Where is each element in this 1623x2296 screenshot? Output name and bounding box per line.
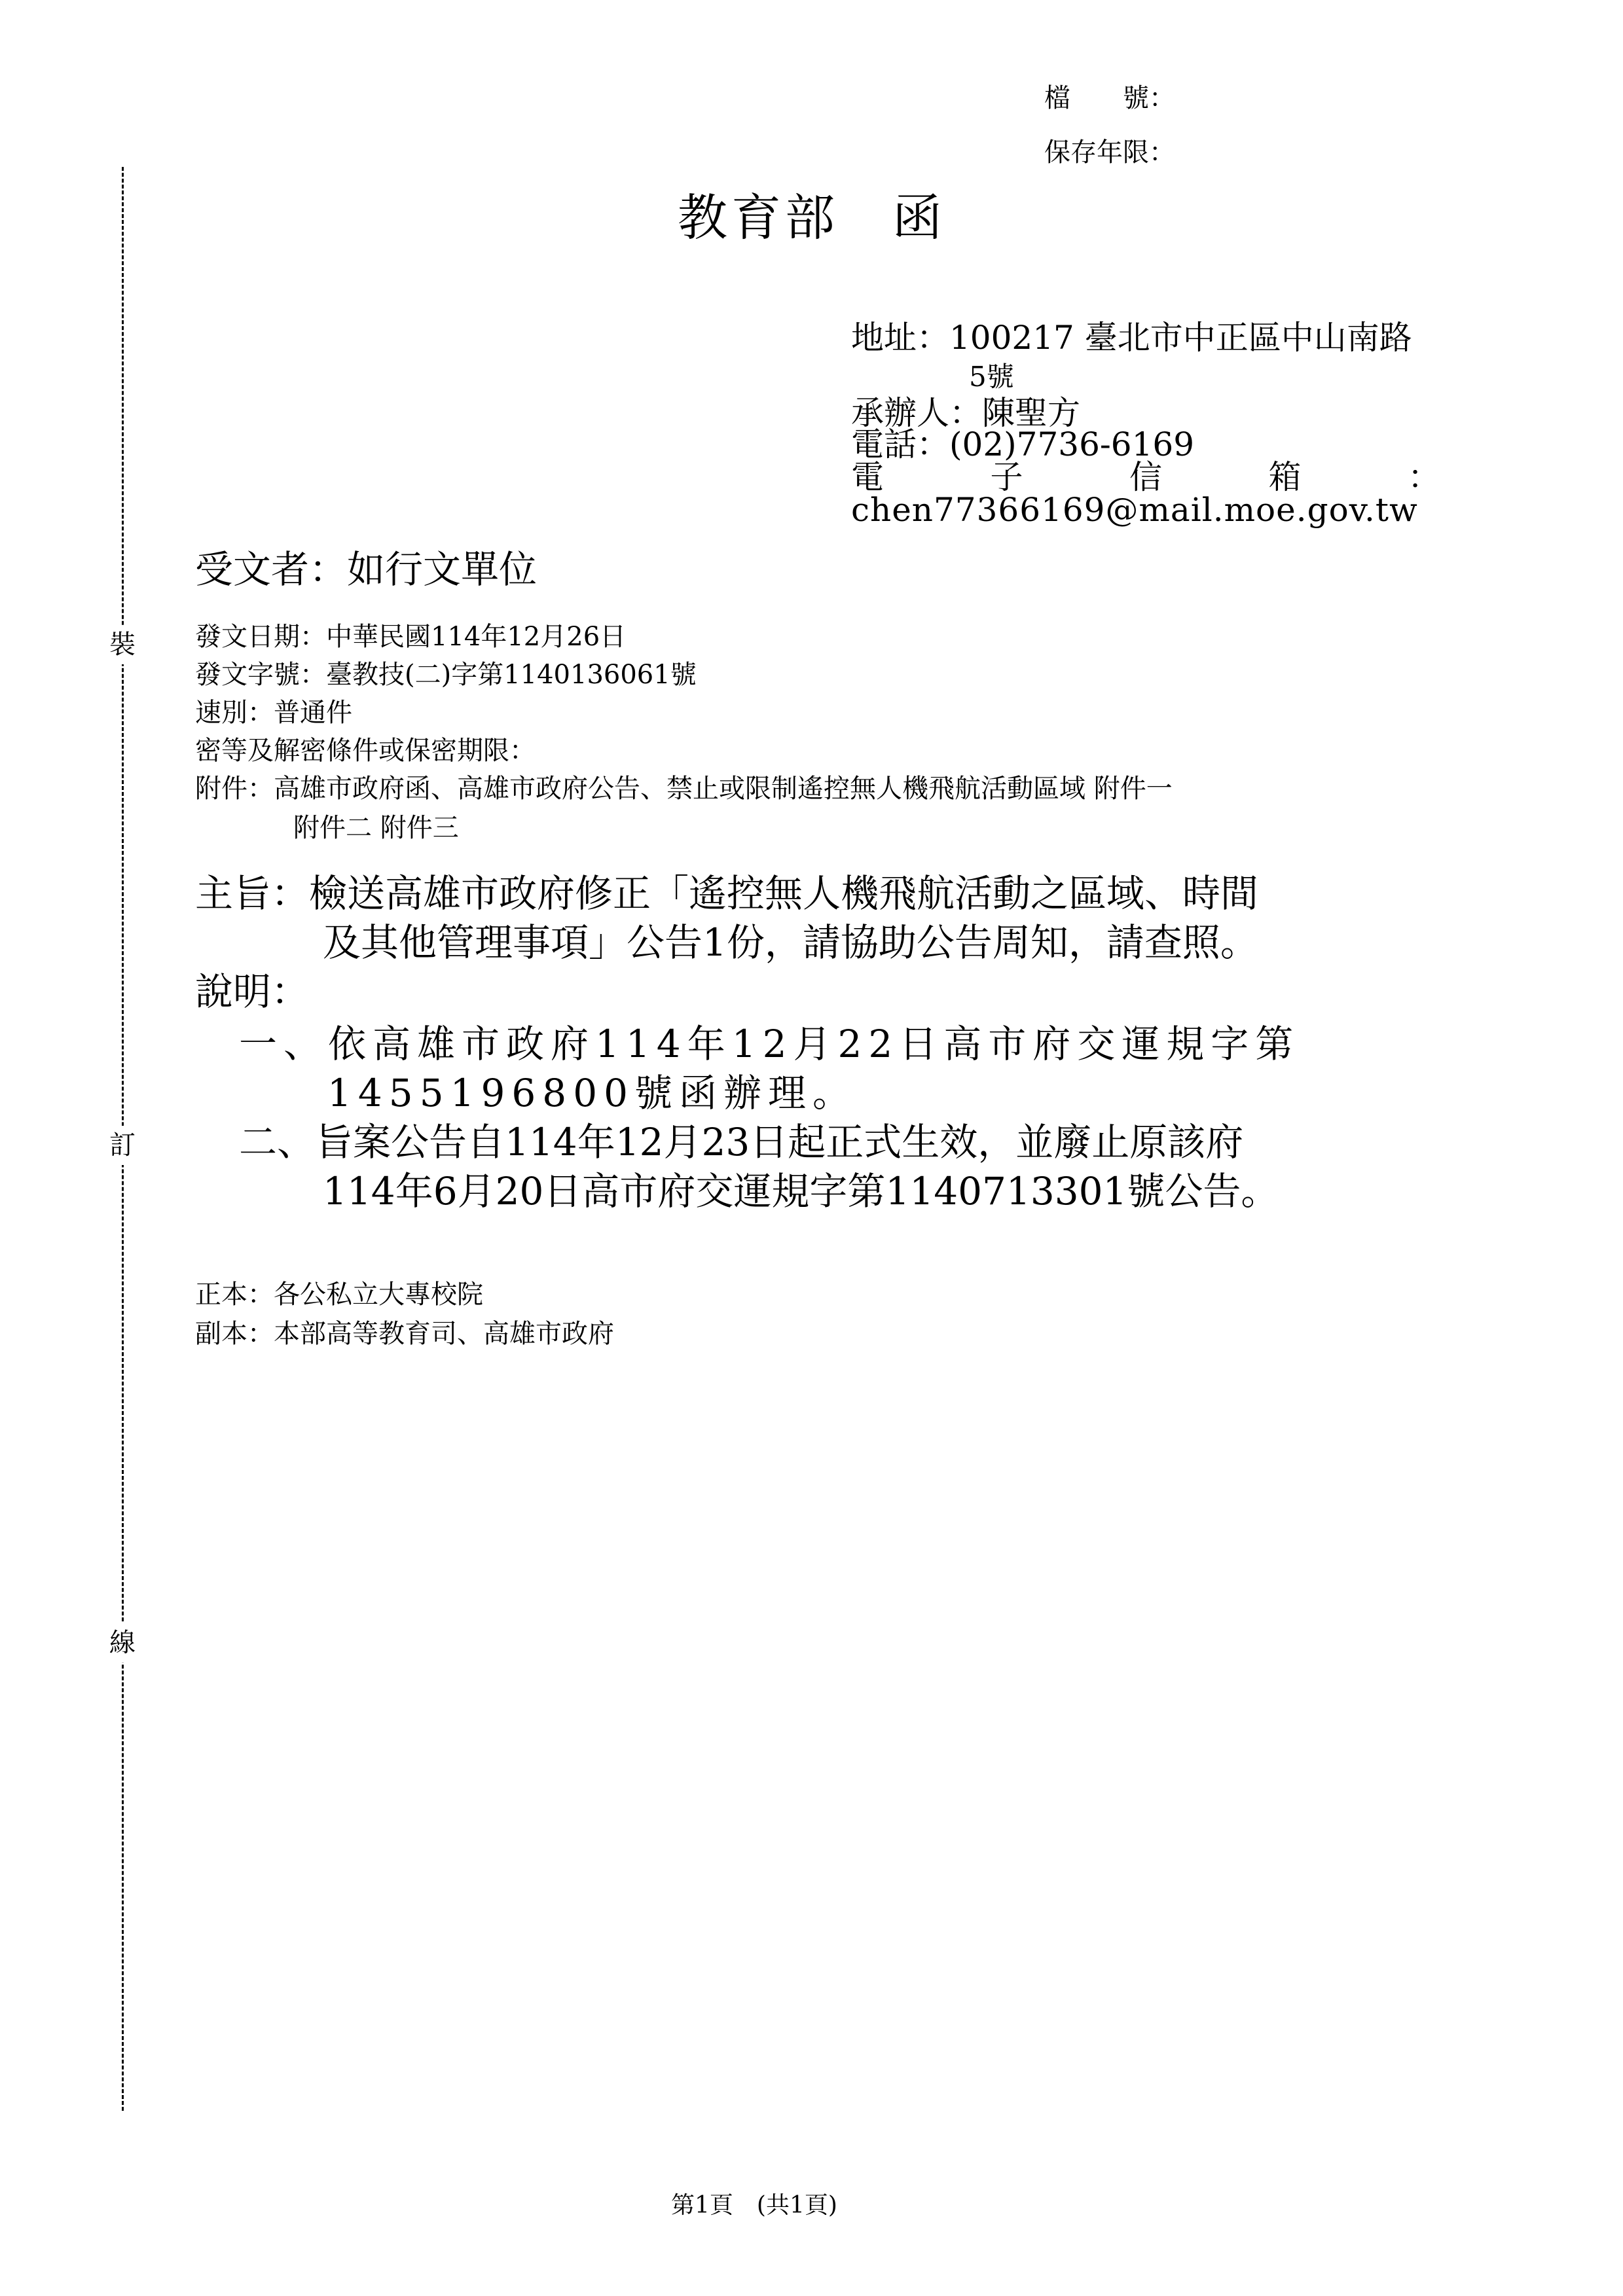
email-label-char: ： — [1408, 458, 1440, 496]
secrecy-level: 密等及解密條件或保密期限： — [195, 736, 536, 766]
subject-line-1: 主旨：檢送高雄市政府修正「遙控無人機飛航活動之區域、時間 — [195, 871, 1259, 916]
subject-line-2: 及其他管理事項」公告1份，請協助公告周知，請查照。 — [323, 920, 1258, 965]
attachments-line-1: 附件：高雄市政府函、高雄市政府公告、禁止或限制遙控無人機飛航活動區域 附件一 — [195, 774, 1173, 804]
file-number-label: 檔 號： — [1044, 83, 1175, 113]
retention-label: 保存年限： — [1044, 137, 1175, 168]
phone: 電話：(02)7736-6169 — [851, 425, 1195, 463]
binding-char-xian: 線 — [106, 1623, 139, 1662]
explanation-item-2-line-1: 二、旨案公告自114年12月23日起正式生效，並廢止原該府 — [239, 1120, 1244, 1164]
attachments-line-2: 附件二 附件三 — [293, 813, 459, 843]
email-label-char: 電 — [851, 458, 884, 496]
address-line-1: 地址：100217 臺北市中正區中山南路 — [851, 319, 1412, 357]
explanation-item-1-line-1: 一、依高雄市政府114年12月22日高市府交運規字第 — [239, 1022, 1300, 1066]
original-recipients: 正本：各公私立大專校院 — [195, 1280, 483, 1310]
issue-date: 發文日期：中華民國114年12月26日 — [195, 622, 627, 652]
document-title: 教育部 函 — [678, 188, 946, 247]
explanation-item-1-line-2: 1455196800號函辦理。 — [327, 1071, 858, 1115]
document-number: 發文字號：臺教技(二)字第1140136061號 — [195, 660, 697, 690]
email-label-char: 信 — [1129, 458, 1162, 496]
email-label-char: 子 — [990, 458, 1023, 496]
email-address: chen77366169@mail.moe.gov.tw — [851, 491, 1418, 529]
page-number: 第1頁 (共1頁) — [671, 2192, 837, 2219]
binding-char-ding: 訂 — [106, 1126, 139, 1165]
explanation-item-2-line-2: 114年6月20日高市府交運規字第1140713301號公告。 — [323, 1169, 1279, 1213]
recipient: 受文者：如行文單位 — [195, 547, 538, 592]
email-label-char: 箱 — [1268, 458, 1302, 496]
delivery-speed: 速別：普通件 — [195, 698, 352, 728]
copy-recipients: 副本：本部高等教育司、高雄市政府 — [195, 1319, 614, 1349]
handler: 承辦人：陳聖方 — [851, 394, 1080, 432]
address-line-2: 5號 — [969, 361, 1014, 393]
binding-char-zhuang: 裝 — [106, 625, 139, 664]
explanation-heading: 說明： — [195, 969, 310, 1014]
